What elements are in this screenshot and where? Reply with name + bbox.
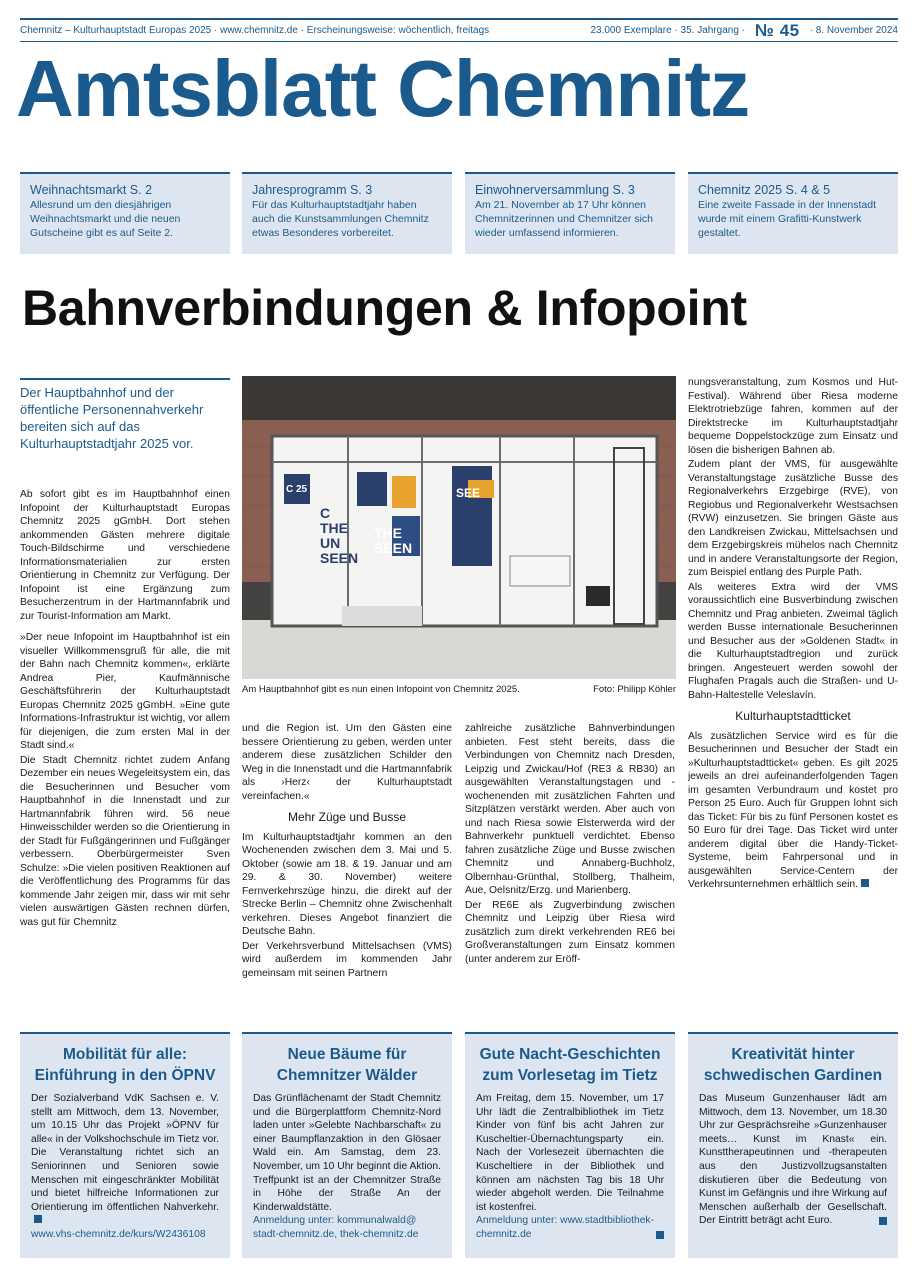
box-text: Das Museum Gunzenhauser lädt am Mittwoch, dem 13. November, um 18.30 Uhr zur Gesprächsreihe »Gunzenhauser meets… Kunst im Knast« ein. Kunsttherapeutinnen und -therapeuten aus den Justizvollzugsanstalten diskutieren über die Bedeutung von Kunst im Gefängnis und ihre Wirkung auf Menschen außerhalb der Gesellschaft. Der Eintritt beträgt acht Euro. <box>699 1093 887 1227</box>
photo-caption: Am Hauptbahnhof gibt es nun einen Infopoint von Chemnitz 2025. <box>242 684 520 695</box>
publication-info: Chemnitz – Kulturhauptstadt Europas 2025 · www.chemnitz.de · Erscheinungsweise: wöchentlich, freitags <box>20 25 490 36</box>
paragraph: Zudem plant der VMS, für ausgewählte Veranstaltungstage zusätzliche Busse des Regionalverkehrs Erzgebirge (RVE), von Regiobus und Regionalverkehr Westsachsen (RVW) einzusetzen. Sie bringen Gäste aus den Landkreisen Zwickau, Mittelsachsen und dem Erzgebirgskreis mühelos nach Chemnitz und in andere Veranstaltungsorte der Region, zum Beispiel entlang des Purple Path. <box>688 459 898 578</box>
box-gute-nacht <box>465 1032 675 1258</box>
box-text: Das Grünflächenamt der Stadt Chemnitz und die Bürgerplattform Chemnitz-Nord laden unter »Gelebte Nachbarschaft« zu einer Baumpflanzaktion in den Glösaer Wald ein. Am Samstag, dem 23. November, um 10 Uhr beginnt die Aktion. Treffpunkt ist an der Chemnitzer Straße in Höhe der Straße An der Kinderwaldstätte. <box>253 1093 441 1213</box>
teaser-chemnitz-2025[interactable] <box>688 172 898 254</box>
article-column-2 <box>242 722 452 1022</box>
teaser-text: Am 21. November ab 17 Uhr können Chemnitzerinnen und Chemnitzer sich wieder umfassend informieren. <box>475 199 654 239</box>
box-body <box>31 1092 219 1228</box>
teaser-title: Weihnachtsmarkt S. 2 <box>30 183 153 197</box>
box-kreativitaet <box>688 1032 898 1258</box>
teaser-weihnachtsmarkt[interactable] <box>20 172 230 254</box>
paragraph: und die Region ist. Um den Gästen eine bessere Orientierung zu geben, werden unter anderem diese zusätzlichen Schilder den Weg in die Innenstadt und die Hartmannfabrik als ›Herz‹ der Kulturhauptstadt vereinfachen.« <box>242 723 452 802</box>
infopoint-photo <box>242 376 676 679</box>
masthead-title: Amtsblatt Chemnitz <box>16 44 750 133</box>
teaser-text: Für das Kulturhauptstadtjahr haben auch die Kunstsammlungen Chemnitz etwas Besonderes vorbereitet. <box>252 199 429 239</box>
infopoint-photo-illustration <box>242 376 676 679</box>
article-column-1 <box>20 488 230 1018</box>
photo-credit: Foto: Philipp Köhler <box>593 684 676 695</box>
paragraph: Die Stadt Chemnitz richtet zudem Anfang Dezember ein neues Wegeleitsystem ein, das die Besucherinnen und Besucher vom Hauptbahnhof in die Innenstadt und zur Hartmannfabrik führen wird. 56 neue Hinweisschilder werden so die Orientierung in der Stadt für Fußgängerinnen und Fußgänger verbessern. Oberbürgermeister Sven Schulze: »Die vielen positiven Reaktionen auf die Veröffentlichung des Programms für das kommende Jahr zeigen mir, dass wir mit sehr vielen auswärtigen Gästen rechnen dürfen, was gut für Chemnitz <box>20 754 230 928</box>
teaser-text: Allesrund um den diesjährigen Weihnachtsmarkt und die neuen Gutscheine gibt es auf Seite 2. <box>30 199 181 239</box>
teaser-text: Eine zweite Fassade in der Innenstadt wurde mit einem Grafitti-Kunstwerk gestaltet. <box>698 199 877 239</box>
main-headline: Bahnverbindungen & Infopoint <box>22 280 747 336</box>
issue-info-bar <box>20 18 898 42</box>
issue-number: № 45 <box>755 20 800 40</box>
box-title: Mobilität für alle: Einführung in den ÖPNV <box>34 1046 216 1084</box>
box-mobilitaet <box>20 1032 230 1258</box>
box-title: Neue Bäume für Chemnitzer Wälder <box>276 1046 418 1084</box>
box-title: Kreativität hinter schwedischen Gardinen <box>703 1046 883 1084</box>
sign-the-unseen: C THE UN SEEN <box>320 505 359 566</box>
box-body <box>699 1092 887 1228</box>
photo-caption-row <box>242 684 676 695</box>
subheading-mehr-zuege: Mehr Züge und Busse <box>287 810 407 824</box>
box-link[interactable]: Anmeldung unter: kommunalwald@ stadt-chemnitz.de, thek-chemnitz.de <box>253 1215 419 1240</box>
paragraph: »Der neue Infopoint im Hauptbahnhof ist ein visueller Willkommensgruß für alle, die mit der Bahn nach Chemnitz kommen«, erklärte Andrea Pier, Kaufmännische Geschäftsführerin der Kulturhauptstadt Europas Chemnitz 2025 gGmbH. »Eine gute Informations-Infrastruktur ist wichtig, vor allem für diejenigen, die zum ersten Mal in der Stadt sind.« <box>20 632 230 751</box>
issue-date: · 8. November 2024 <box>809 25 898 36</box>
box-text: Der Sozialverband VdK Sachsen e. V. stellt am Mittwoch, dem 13. November, um 10.15 Uhr das Projekt »ÖPNV für alle« in der Volkshochschule im Tietz vor. Die Veranstaltung richtet sich an Seniorinnen und Senioren sowie Menschen mit eingeschränkter Mobilität und bietet hilfreiche Informationen zur Orientierung im öffentlichen Nahverkehr. <box>31 1093 219 1213</box>
sign-logo: C 25 <box>286 484 308 495</box>
box-neue-baeume <box>242 1032 452 1258</box>
article-column-4 <box>688 376 898 1022</box>
paragraph: Als weiteres Extra wird der VMS voraussichtlich eine Busverbindung zwischen Chemnitz und Prag anbieten. Zweimal täglich werden Busse internationale Besucherinnen und Besucher aus der »Goldenen Stadt« in die Kulturhauptstadtregion und zurück bringen. Angesteuert werden sowohl der Flughafen Pragals auch die Straßen- und U-Bahn-Haltestelle Veleslavín. <box>688 581 898 701</box>
teaser-title: Einwohnerversammlung S. 3 <box>475 183 635 197</box>
paragraph-text: Als zusätzlichen Service wird es für die Besucherinnen und Besucher der Stadt ein »Kulturhauptstadtticket« geben. Es gilt 2025 jeweils an drei aufeinanderfolgenden Tagen im gesamten Verbundraum und kostet pro Person 25 Euro. Auch für Gruppen lohnt sich das Ticket: Für bis zu fünf Personen kostet es 50 Euro für drei Tage. Das Ticket wird unter anderem digital über die Handy-Ticket-Systeme, beim Fahrpersonal und in ausgewählten Service-Centern der Verkehrsunternehmen erhältlich sein. <box>688 730 898 890</box>
box-title: Gute Nacht-Geschichten zum Vorlesetag im Tietz <box>479 1046 661 1084</box>
paragraph <box>688 730 898 892</box>
teaser-title: Jahresprogramm S. 3 <box>252 183 373 197</box>
sign-the-seen: THE SEEN <box>374 525 413 556</box>
copies-info: 23.000 Exemplare · 35. Jahrgang · <box>590 25 746 36</box>
box-link[interactable] <box>476 1214 664 1241</box>
end-mark-icon <box>34 1215 42 1223</box>
end-mark-icon <box>861 879 869 887</box>
paragraph: zahlreiche zusätzliche Bahnverbindungen anbieten. Fest steht bereits, dass die Verbindungen von Chemnitz nach Dresden, Leipzig und Zwickau/Hof (RE3 & RB30) an ausgewählten Veranstaltungstagen und -wochenenden mit zusätzlichen Fahrten und Sitzplätzen verstärkt werden. Aber auch von und nach Riesa sowie Elsterwerda wird der Bahnverkehr punktuell verdichtet. Ebenso fahren zusätzliche Züge und Busse zwischen Chemnitz und Annaberg-Buchholz, Olbernhau-Grünthal, Stollberg, Thalheim, Aue, Oelsnitz/Erzg. und Marienberg. <box>465 723 675 896</box>
end-mark-icon <box>879 1217 887 1225</box>
subheading-kulturhauptstadtticket: Kulturhauptstadtticket <box>735 709 851 723</box>
teaser-einwohnerversammlung[interactable] <box>465 172 675 254</box>
box-link-text[interactable]: Anmeldung unter: www.stadtbibliothek-chemnitz.de <box>476 1215 655 1240</box>
paragraph: Im Kulturhauptstadtjahr kommen an den Wochenenden zwischen dem 3. Mai und 5. Oktober (sowie am 18. & 19. Januar und am 29. & 30. November) weitere Fernverkehrszüge hinzu, die direkt auf der Strecke Berlin – Chemnitz ohne Zwischenhalt verkehren. Dieses Angebot finanziert die Deutsche Bahn. <box>242 831 452 937</box>
sign-see: SEE <box>456 486 481 500</box>
box-link[interactable]: www.vhs-chemnitz.de/kurs/W2436108 <box>31 1228 206 1240</box>
paragraph: Ab sofort gibt es im Hauptbahnhof einen Infopoint der Kulturhauptstadt Europas Chemnitz 2025 gGmbH. Dort stehen ankommenden Gästen mehrere digitale Touch-Bildschirme und verschiedene Informationsmaterialien zur ersten Orientierung in Chemnitz zur Verfügung. Der Infopoint ist eine Ergänzung zum Besucherzentrum in der Hartmannfabrik und zur Tourist-Information am Markt. <box>20 489 230 622</box>
paragraph: Der Verkehrsverbund Mittelsachsen (VMS) wird außerdem im kommenden Jahr gemeinsam mit seinen Partnern <box>242 940 452 979</box>
teaser-title: Chemnitz 2025 S. 4 & 5 <box>698 183 831 197</box>
article-lead: Der Hauptbahnhof und der öffentliche Personennahverkehr bereiten sich auf das Kulturhauptstadtjahr 2025 vor. <box>20 378 230 452</box>
paragraph: nungsveranstaltung, zum Kosmos und Hut-Festival). Während über Riesa moderne Elektrotriebzüge fahren, kommen auf der Direktstrecke im Kulturhauptstadtjahr bequeme Doppelstockzüge zum Einsatz und lösen die bisherigen Bahnen ab. <box>688 377 898 456</box>
teaser-jahresprogramm[interactable] <box>242 172 452 254</box>
paragraph: Der RE6E als Zugverbindung zwischen Chemnitz und Leipzig über Riesa wird zusätzlich zum direkt verkehrenden RE6 bei Großveranstaltungen zum Einsatz kommen (unter anderem zur Eröff- <box>465 899 675 965</box>
end-mark-icon <box>656 1231 664 1239</box>
article-column-3 <box>465 722 675 1022</box>
box-text: Am Freitag, dem 15. November, um 17 Uhr lädt die Zentralbibliothek im Tietz Kinder von fünf bis acht Jahren zur Kuscheltier-Übernachtungsparty ein. Nach der Vorlesezeit übernachten die Kuscheltiere in der Bibliothek und können am nächsten Tag bis 18 Uhr wieder abgeholt werden. Die Teilnahme ist kostenfrei. <box>476 1093 664 1213</box>
